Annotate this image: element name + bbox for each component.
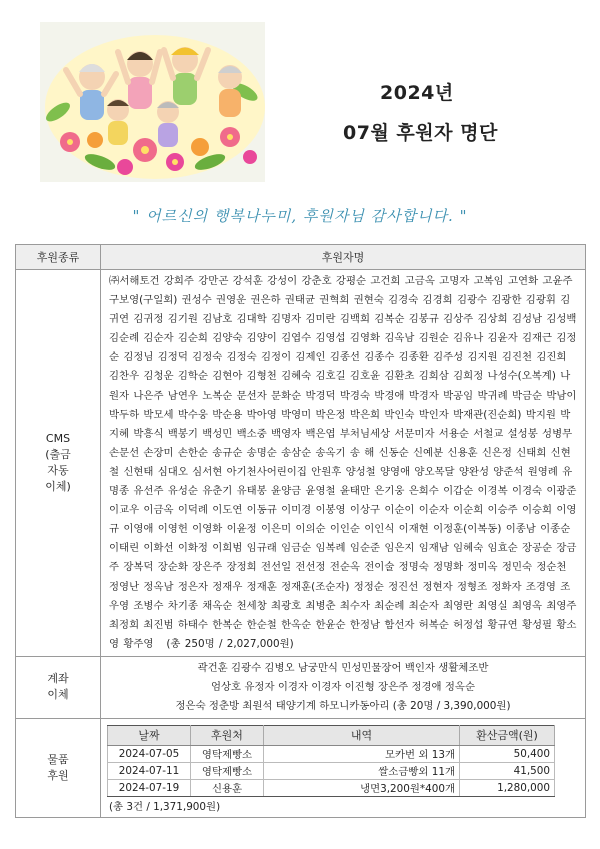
account-line-3: 정은숙 정춘방 최원석 태양기계 하모니카동아리 (총 20명 / 3,390,000원) <box>175 699 511 712</box>
cms-total: (총 250명 / 2,027,000원) <box>166 637 294 650</box>
col-header-type: 후원종류 <box>16 245 101 270</box>
hero-illustration <box>40 22 265 182</box>
goods-col-date: 날짜 <box>108 725 191 745</box>
goods-total: (총 3건 / 1,371,900원) <box>109 800 221 813</box>
col-header-names: 후원자명 <box>101 245 586 270</box>
slogan: " 어르신의 행복나누미, 후원자님 감사합니다. " <box>132 207 468 225</box>
goods-label: 물품 후원 <box>16 718 101 817</box>
account-donor-names <box>101 656 586 718</box>
goods-header <box>108 725 555 745</box>
goods-col-amount: 환산금액(원) <box>460 725 555 745</box>
goods-col-detail: 내역 <box>264 725 460 745</box>
report-year: 2024년 <box>380 82 454 104</box>
donor-table <box>15 244 586 818</box>
donor-table-header <box>16 245 586 270</box>
goods-table <box>107 725 555 797</box>
goods-row-2: 2024-07-11 영탁제빵소 쌀소금빵외 11개 41,500 <box>108 762 555 779</box>
cms-donor-names <box>101 270 586 657</box>
account-row <box>16 656 586 718</box>
cms-names-text: ㈜서해토건 강희주 강만곤 강석훈 강성이 강춘호 강평순 고건희 고금옥 고명자 고복임 고연화 고윤주 구보영(구일회) 권성수 권영운 권은하 권태균 권혁희 권현숙 김경숙 김경희 김광수 김광한 김광휘 김귀연 김귀정 김기원 김남호 김대학 김명자 김미란 김백희 김복순 김봉규 김상주 김상희 김성남 김성백 김순례 김순자 김순희 김양숙 김양이 김엽수 김영섭 김영화 김옥남 김원순 김유나 김윤자 김재근 김정순 김정님 김정덕 김정숙 김정숙 김정이 김제인 김종선 김종수 김종환 김주성 김지원 김진천 김진희 김찬우 김청운 김학순 김현아 김형천 김혜숙 김호길 김호윤 김환초 김희삼 김희정 나성수(오복계) 나원자 나은주 남연우 노복순 문선자 문화순 박경덕 박경숙 박경애 박경자 박공임 박귀례 박금순 박남이 박두하 박모세 박수웅 박순용 박아영 박영미 박은정 박은희 박인숙 박인자 박재관(진순희) 박지원 박지혜 박흥식 백봉기 백성민 백소중 백영자 백은엽 부처님세상 서문미자 서용순 서철교 설성봉 성병무 손문선 손장미 손한순 송규순 송명순 송삼순 송옥기 송 해 신동순 신예분 신용훈 신은정 신태희 신현철 신현태 심대오 심서현 아기천사어린이집 안원후 양성철 양영애 양오목달 양완성 양준석 원영례 유명종 유선주 유성순 유춘기 유태봉 윤양금 윤영철 윤태만 은기웅 은희수 이갑순 이경복 이경숙 이광준 이교우 이금옥 이덕례 이도연 이동규 이미경 이봉영 이상구 이순이 이순자 이순희 이승주 이승희 이영규 이영애 이영헌 이영화 이윤정 이은미 이의순 이인순 이인식 이재현 이정훈(이복동) 이종남 이종순 이태린 이화선 이화정 이희범 임규래 임금순 임복례 임순준 임은지 임재남 임혜숙 임효순 장공순 장금주 장복덕 장순화 장은주 장정희 전선일 전선정 전순옥 전이술 정명숙 정명화 정미옥 정민숙 정순천 정영난 정옥남 정은자 정재우 정재훈 정재훈(조순자) 정정순 정진선 정현자 정형조 정화자 조경영 조우영 조병수 차기종 채옥순 천세창 최광호 최병춘 최수자 최순례 최순자 최영란 최영실 최영옥 최영주 최정희 최진범 하태수 한복순 한순철 한옥순 한윤순 한정남 함선자 허복순 허정섭 황규연 황성필 황소영 황주영 <box>109 275 577 650</box>
cms-row <box>16 270 586 657</box>
account-label: 계좌 이체 <box>16 656 101 718</box>
account-line-1: 곽건훈 김광수 김병오 남궁만식 민성민물장어 백인자 생활체조반 <box>197 661 489 674</box>
goods-cell <box>101 718 586 817</box>
account-line-2: 엄상호 유정자 이경자 이경자 이진형 장은주 정경애 정옥순 <box>210 680 475 693</box>
goods-row-1: 2024-07-05 영탁제빵소 모카번 외 13개 50,400 <box>108 745 555 762</box>
goods-row-3: 2024-07-19 신용훈 냉면3,200원*400개 1,280,000 <box>108 779 555 796</box>
cms-label: CMS (출금 자동 이체) <box>16 270 101 657</box>
report-title: 07월 후원자 명단 <box>343 122 498 144</box>
goods-col-donor: 후원처 <box>191 725 264 745</box>
goods-row <box>16 718 586 817</box>
